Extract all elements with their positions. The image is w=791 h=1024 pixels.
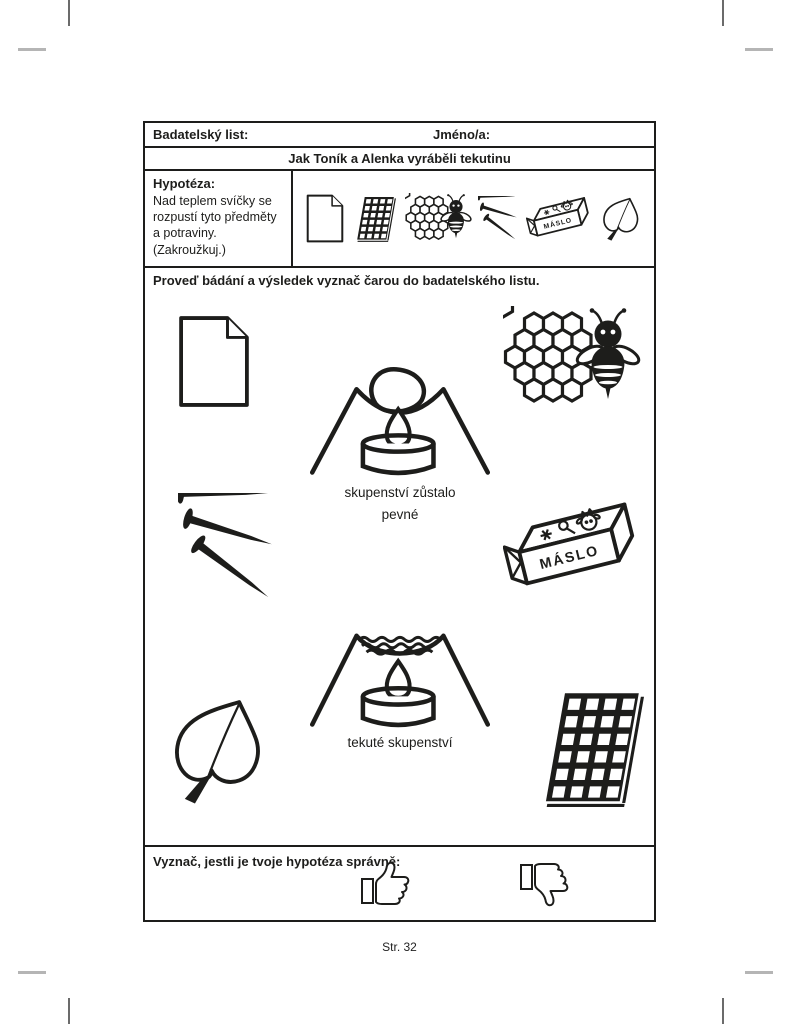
chocolate-bar-icon: [351, 194, 399, 244]
hypothesis-text: [145, 171, 293, 266]
leaf-icon: [167, 691, 269, 809]
hypothesis-line: (Zakroužkuj.): [153, 242, 226, 257]
experiment-area: [145, 268, 654, 847]
worksheet-frame: [143, 121, 656, 922]
page-number: Str. 32: [382, 940, 417, 954]
candle-foil-liquid-icon: [305, 608, 495, 736]
paper-icon: [305, 193, 345, 244]
crop-mark-bottom-left-vertical: [68, 998, 70, 1024]
worksheet-label: Badatelský list:: [153, 127, 249, 142]
crop-mark-bottom-left-horizontal: [18, 971, 46, 974]
hypothesis-line: Nad teplem svíčky se: [153, 193, 272, 208]
butter-icon: [526, 193, 594, 245]
leaf-icon: [600, 194, 642, 243]
hypothesis-line: rozpustí tyto předměty: [153, 210, 277, 225]
conclusion-row: [145, 847, 654, 920]
hypothesis-line: a potraviny.: [153, 226, 217, 241]
worksheet-title: Jak Toník a Alenka vyráběli tekutinu: [145, 148, 654, 171]
crop-mark-top-right-vertical: [722, 0, 724, 26]
solid-state-caption: skupenství zůstalo pevné: [344, 485, 456, 522]
honeycomb-bee-icon: [503, 306, 643, 411]
crop-mark-top-left-vertical: [68, 0, 70, 26]
candle-foil-solid-icon: [305, 356, 495, 484]
name-label: Jméno/a:: [433, 127, 491, 142]
crop-mark-bottom-right-vertical: [722, 998, 724, 1024]
header-row: [145, 123, 654, 148]
honeycomb-bee-icon: [405, 193, 473, 244]
experiment-instruction: Proveď bádání a výsledek vyznač čarou do badatelského listu.: [153, 273, 540, 288]
crop-mark-top-right-horizontal: [745, 48, 773, 51]
crop-mark-top-left-horizontal: [18, 48, 46, 51]
liquid-state-caption: tekuté skupenství: [347, 735, 453, 750]
nails-icon: [178, 493, 280, 601]
hypothesis-heading: Hypotéza:: [153, 176, 216, 191]
nails-icon: [478, 196, 520, 241]
hypothesis-icon-strip: [293, 171, 654, 266]
thumb-up-icon: [358, 859, 418, 911]
butter-icon: [503, 494, 645, 603]
hypothesis-row: [145, 171, 654, 268]
paper-icon: [175, 313, 253, 410]
thumb-down-icon: [517, 857, 577, 909]
chocolate-bar-icon: [530, 686, 652, 812]
conclusion-prompt: Vyznač, jestli je tvoje hypotéza správně:: [153, 854, 401, 869]
crop-mark-bottom-right-horizontal: [745, 971, 773, 974]
